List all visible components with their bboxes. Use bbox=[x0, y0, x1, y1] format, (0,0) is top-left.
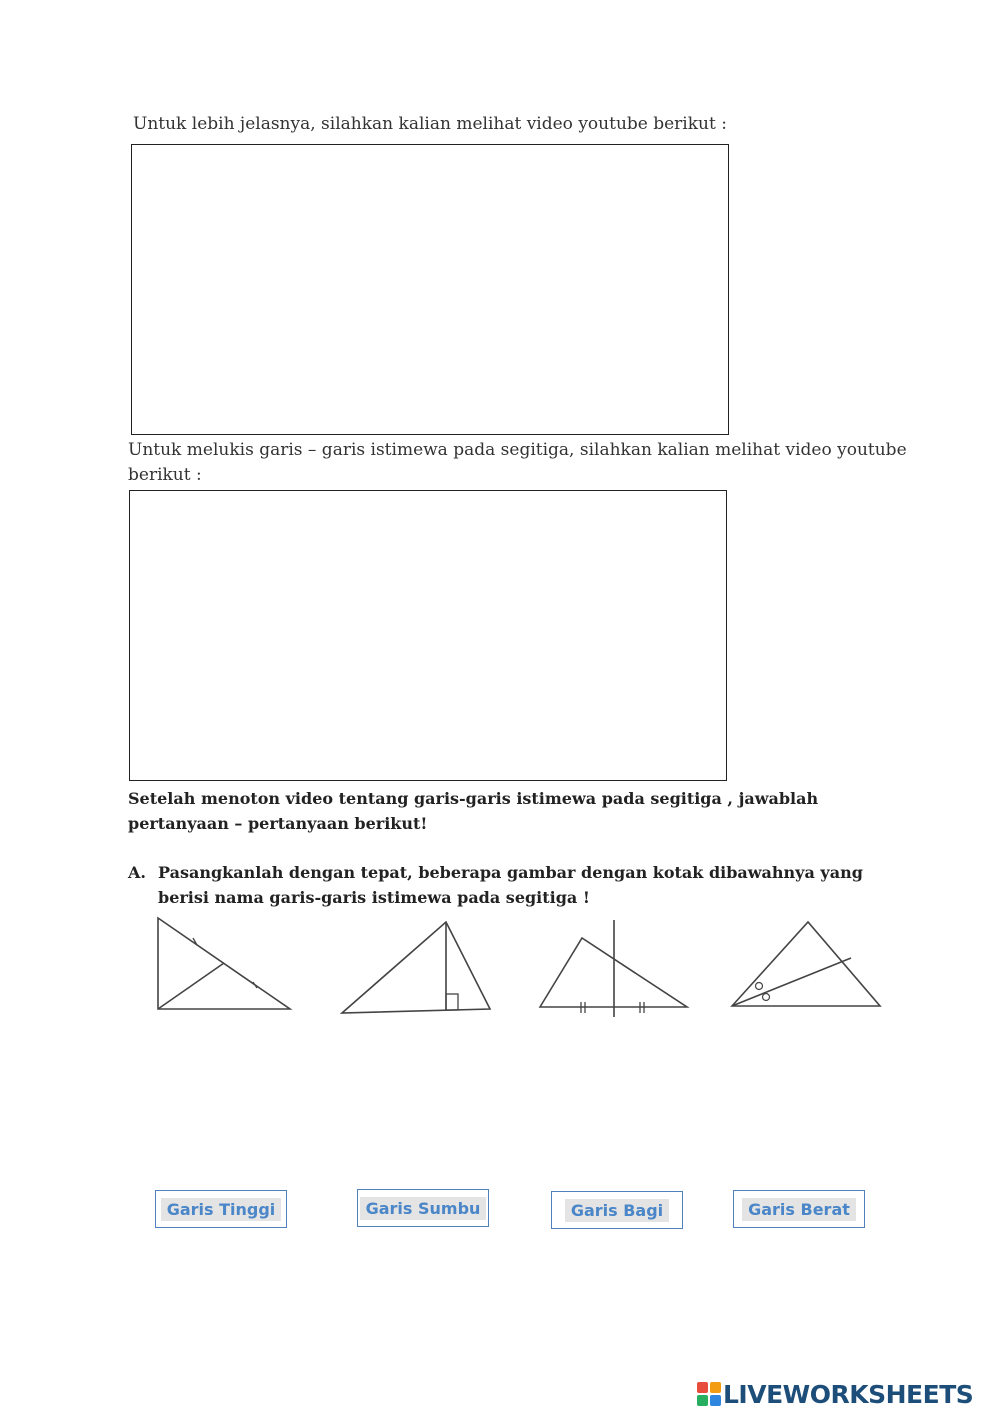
answer-label: Garis Berat bbox=[742, 1198, 856, 1221]
logo-square-3 bbox=[697, 1395, 708, 1406]
answer-label: Garis Sumbu bbox=[360, 1197, 487, 1220]
perpendicular-bisector-triangle-figure bbox=[532, 914, 692, 1022]
median-triangle-figure bbox=[150, 912, 300, 1016]
answer-garis-bagi[interactable] bbox=[551, 1191, 683, 1229]
video1-caption: Untuk lebih jelasnya, silahkan kalian melihat video youtube berikut : bbox=[133, 114, 727, 134]
answer-label: Garis Bagi bbox=[565, 1199, 669, 1222]
brand-name: LIVEWORKSHEETS bbox=[723, 1379, 974, 1409]
logo-square-2 bbox=[710, 1382, 721, 1393]
logo-square-4 bbox=[710, 1395, 721, 1406]
instruction-text: Setelah menoton video tentang garis-garis istimewa pada segitiga , jawablah pertanyaan – pertanyaan berikut! bbox=[128, 789, 819, 833]
altitude-triangle-figure bbox=[336, 914, 496, 1018]
answer-label: Garis Tinggi bbox=[161, 1198, 282, 1221]
answer-garis-berat[interactable] bbox=[733, 1190, 865, 1228]
liveworksheets-logo-icon bbox=[697, 1382, 721, 1406]
video1-embed[interactable] bbox=[131, 144, 729, 435]
logo-square-1 bbox=[697, 1382, 708, 1393]
answer-garis-sumbu[interactable] bbox=[357, 1189, 489, 1227]
video2-caption: Untuk melukis garis – garis istimewa pada segitiga, silahkan kalian melihat video youtube berikut : bbox=[128, 440, 907, 485]
video2-embed[interactable] bbox=[129, 490, 727, 781]
question-letter: A. bbox=[128, 863, 146, 882]
answer-garis-tinggi[interactable] bbox=[155, 1190, 287, 1228]
liveworksheets-brand bbox=[697, 1378, 973, 1410]
question-text: Pasangkanlah dengan tepat, beberapa gambar dengan kotak dibawahnya yang berisi nama garis-garis istimewa pada segitiga ! bbox=[158, 863, 863, 907]
angle-bisector-triangle-figure bbox=[726, 914, 886, 1014]
